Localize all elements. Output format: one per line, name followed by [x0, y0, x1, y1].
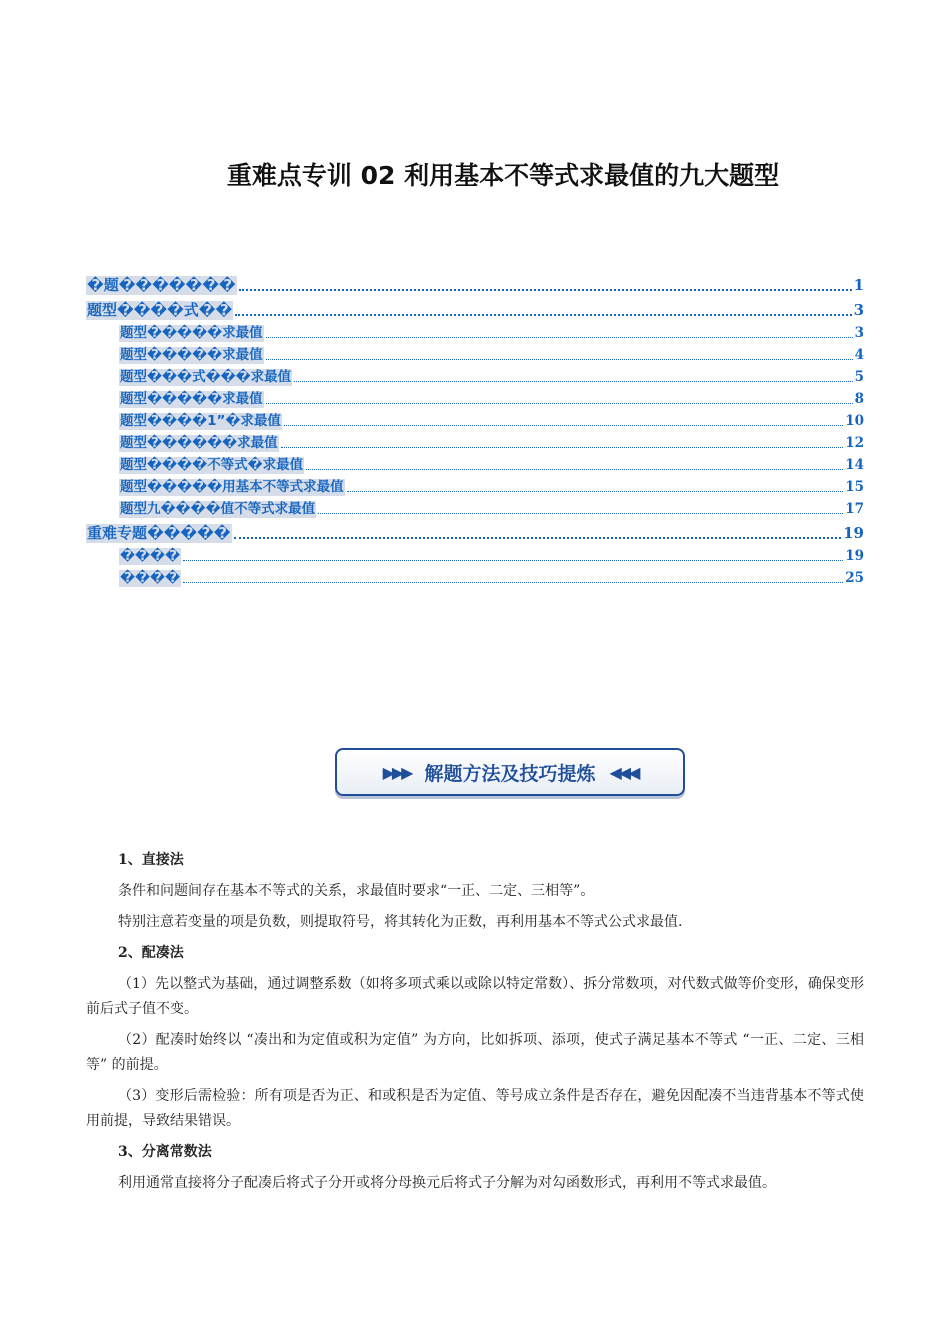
toc-leader-dots: [347, 490, 844, 492]
section-paragraph: 利用通常直接将分子配凑后将式子分开或将分母换元后将式子分解为对勾函数形式，再利用不等式求最值。: [118, 1175, 776, 1191]
toc-leader-dots: [281, 446, 844, 448]
toc-leader-dots: [183, 581, 843, 583]
toc-entry-label: 题型�����求最值: [120, 391, 263, 408]
toc-entry[interactable]: [86, 270, 864, 295]
toc-entry-label: 题型九����值不等式求最值: [120, 501, 316, 518]
toc-entry-page: 8: [854, 391, 864, 408]
toc-entry[interactable]: [86, 408, 864, 430]
toc-entry-label: 题型����式��: [87, 301, 233, 320]
toc-entry-page: 4: [854, 347, 864, 364]
toc-entry-page: 19: [843, 524, 864, 543]
table-of-contents: [86, 270, 864, 587]
toc-entry-label: 重难专题�����: [87, 524, 231, 543]
toc-entry-label: 题型�����求最值: [120, 347, 263, 364]
toc-leader-dots: [294, 380, 852, 382]
toc-leader-dots: [234, 536, 842, 539]
toc-leader-dots: [266, 358, 853, 360]
toc-entry[interactable]: [86, 320, 864, 342]
toc-leader-dots: [318, 512, 843, 514]
toc-entry[interactable]: [86, 430, 864, 452]
section-heading: 1、直接法: [118, 852, 184, 868]
toc-entry-label: ����: [120, 548, 181, 565]
toc-entry-label: 题型�����求最值: [120, 325, 263, 342]
toc-entry[interactable]: [86, 565, 864, 587]
toc-entry-label: 题型���式���求最值: [120, 369, 292, 386]
toc-entry[interactable]: [86, 342, 864, 364]
section-banner: [335, 748, 685, 796]
toc-entry[interactable]: [86, 295, 864, 320]
toc-leader-dots: [183, 559, 843, 561]
toc-entry-page: 12: [845, 435, 864, 452]
toc-entry[interactable]: [86, 474, 864, 496]
toc-leader-dots: [284, 424, 843, 426]
toc-entry-page: 3: [854, 325, 864, 342]
toc-entry-label: �题�������: [87, 276, 236, 295]
toc-entry[interactable]: [86, 364, 864, 386]
toc-leader-dots: [306, 468, 843, 470]
section-paragraph: 条件和问题间存在基本不等式的关系，求最值时要求“一正、二定、三相等”。: [118, 883, 595, 899]
section-paragraph: （2）配凑时始终以 “凑出和为定值或积为定值” 为方向，比如拆项、添项，使式子满足基本不等式 “一正、二定、三相等” 的前提。: [86, 1032, 864, 1073]
toc-entry-page: 19: [845, 548, 864, 565]
toc-entry[interactable]: [86, 543, 864, 565]
toc-leader-dots: [266, 402, 853, 404]
right-arrows-icon: ▶▶▶: [382, 762, 411, 782]
toc-entry[interactable]: [86, 518, 864, 543]
toc-entry-label: 题型����不等式�求最值: [120, 457, 304, 474]
toc-leader-dots: [266, 336, 853, 338]
toc-entry-label: ����: [120, 570, 181, 587]
toc-entry-page: 25: [845, 570, 864, 587]
toc-entry-label: 题型�����用基本不等式求最值: [120, 479, 344, 496]
toc-entry-page: 15: [845, 479, 864, 496]
section-paragraph: （3）变形后需检验：所有项是否为正、和或积是否为定值、等号成立条件是否存在，避免因配凑不当违背基本不等式使用前提，导致结果错误。: [86, 1088, 864, 1129]
toc-entry[interactable]: [86, 496, 864, 518]
section-paragraph: （1）先以整式为基础，通过调整系数（如将多项式乘以或除以特定常数）、拆分常数项，对代数式做等价变形，确保变形前后式子值不变。: [86, 976, 864, 1017]
banner-title: 解题方法及技巧提炼: [424, 762, 596, 785]
toc-entry-label: 题型������求最值: [120, 435, 278, 452]
toc-leader-dots: [235, 313, 851, 316]
toc-entry-page: 17: [845, 501, 864, 518]
toc-entry-page: 5: [854, 369, 864, 386]
section-paragraph: 特别注意若变量的项是负数，则提取符号，将其转化为正数，再利用基本不等式公式求最值.: [118, 914, 683, 930]
left-arrows-icon: ◀◀◀: [609, 762, 638, 782]
toc-entry[interactable]: [86, 452, 864, 474]
toc-entry-label: 题型����1”�求最值: [120, 413, 281, 430]
method-content: [86, 848, 864, 1202]
toc-entry-page: 3: [853, 301, 864, 320]
toc-entry-page: 1: [853, 276, 864, 295]
section-heading: 3、分离常数法: [118, 1144, 212, 1160]
toc-leader-dots: [239, 288, 852, 291]
toc-entry[interactable]: [86, 386, 864, 408]
section-heading: 2、配凑法: [118, 945, 184, 961]
page-title: 重难点专训 02 利用基本不等式求最值的九大题型: [226, 161, 780, 190]
toc-entry-page: 14: [845, 457, 864, 474]
toc-entry-page: 10: [845, 413, 864, 430]
